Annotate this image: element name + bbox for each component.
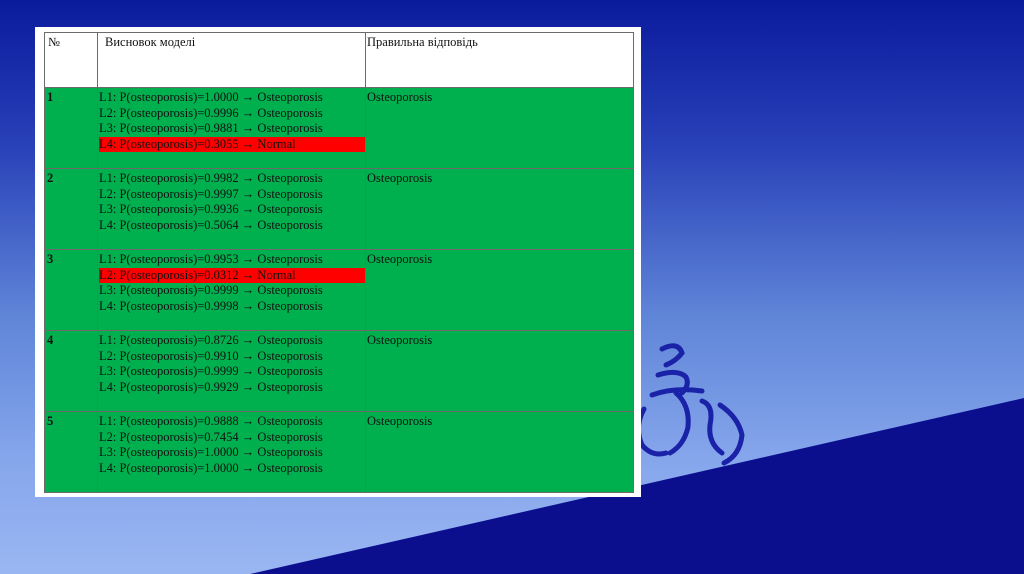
prediction-line: L2: P(osteoporosis)=0.9997 → Osteoporosis	[99, 186, 323, 201]
prediction-line: L1: P(osteoporosis)=0.9953 → Osteoporosis	[99, 252, 323, 266]
prediction-line: L3: P(osteoporosis)=1.0000 → Osteoporosis	[99, 445, 323, 460]
header-correct-answer: Правильна відповідь	[366, 33, 634, 88]
row-number: 2	[45, 169, 98, 250]
model-conclusion-cell	[98, 169, 366, 250]
prediction-line: L1: P(osteoporosis)=0.9888 → Osteoporosis	[99, 414, 323, 428]
prediction-line: L3: P(osteoporosis)=0.9999 → Osteoporosis	[99, 283, 323, 298]
table-row	[45, 169, 634, 250]
prediction-line: L2: P(osteoporosis)=0.9910 → Osteoporosis	[99, 348, 323, 363]
prediction-line-error: L4: P(osteoporosis)=0.3055 → Normal	[99, 137, 365, 153]
prediction-line: L3: P(osteoporosis)=0.9936 → Osteoporosis	[99, 202, 323, 217]
prediction-line: L4: P(osteoporosis)=1.0000 → Osteoporosis	[99, 460, 323, 475]
header-number: №	[45, 33, 98, 88]
prediction-line-error: L2: P(osteoporosis)=0.0312 → Normal	[99, 268, 365, 284]
row-number: 3	[45, 250, 98, 331]
correct-answer-cell: Osteoporosis	[366, 331, 634, 412]
prediction-line: L1: P(osteoporosis)=1.0000 → Osteoporosis	[99, 90, 323, 104]
table-row	[45, 88, 634, 169]
prediction-line: L2: P(osteoporosis)=0.7454 → Osteoporosis	[99, 429, 323, 444]
results-table-card	[35, 27, 641, 497]
correct-answer-cell: Osteoporosis	[366, 88, 634, 169]
cyclist-icon	[630, 335, 760, 475]
results-table	[44, 32, 634, 493]
prediction-line: L2: P(osteoporosis)=0.9996 → Osteoporosis	[99, 105, 323, 120]
row-number: 5	[45, 412, 98, 493]
row-number: 1	[45, 88, 98, 169]
model-conclusion-cell	[98, 88, 366, 169]
prediction-line: L4: P(osteoporosis)=0.9929 → Osteoporosis	[99, 379, 323, 394]
prediction-line: L4: P(osteoporosis)=0.9998 → Osteoporosis	[99, 298, 323, 313]
correct-answer-cell: Osteoporosis	[366, 412, 634, 493]
correct-answer-cell: Osteoporosis	[366, 250, 634, 331]
prediction-line: L3: P(osteoporosis)=0.9881 → Osteoporosis	[99, 121, 323, 136]
table-header-row	[45, 33, 634, 88]
prediction-line: L4: P(osteoporosis)=0.5064 → Osteoporosis	[99, 217, 323, 232]
model-conclusion-cell	[98, 331, 366, 412]
table-row	[45, 412, 634, 493]
model-conclusion-cell	[98, 412, 366, 493]
correct-answer-cell: Osteoporosis	[366, 169, 634, 250]
header-model-conclusion: Висновок моделі	[98, 33, 366, 88]
model-conclusion-cell	[98, 250, 366, 331]
prediction-line: L1: P(osteoporosis)=0.9982 → Osteoporosis	[99, 171, 323, 185]
table-row	[45, 331, 634, 412]
prediction-line: L1: P(osteoporosis)=0.8726 → Osteoporosis	[99, 333, 323, 347]
row-number: 4	[45, 331, 98, 412]
table-row	[45, 250, 634, 331]
prediction-line: L3: P(osteoporosis)=0.9999 → Osteoporosis	[99, 364, 323, 379]
